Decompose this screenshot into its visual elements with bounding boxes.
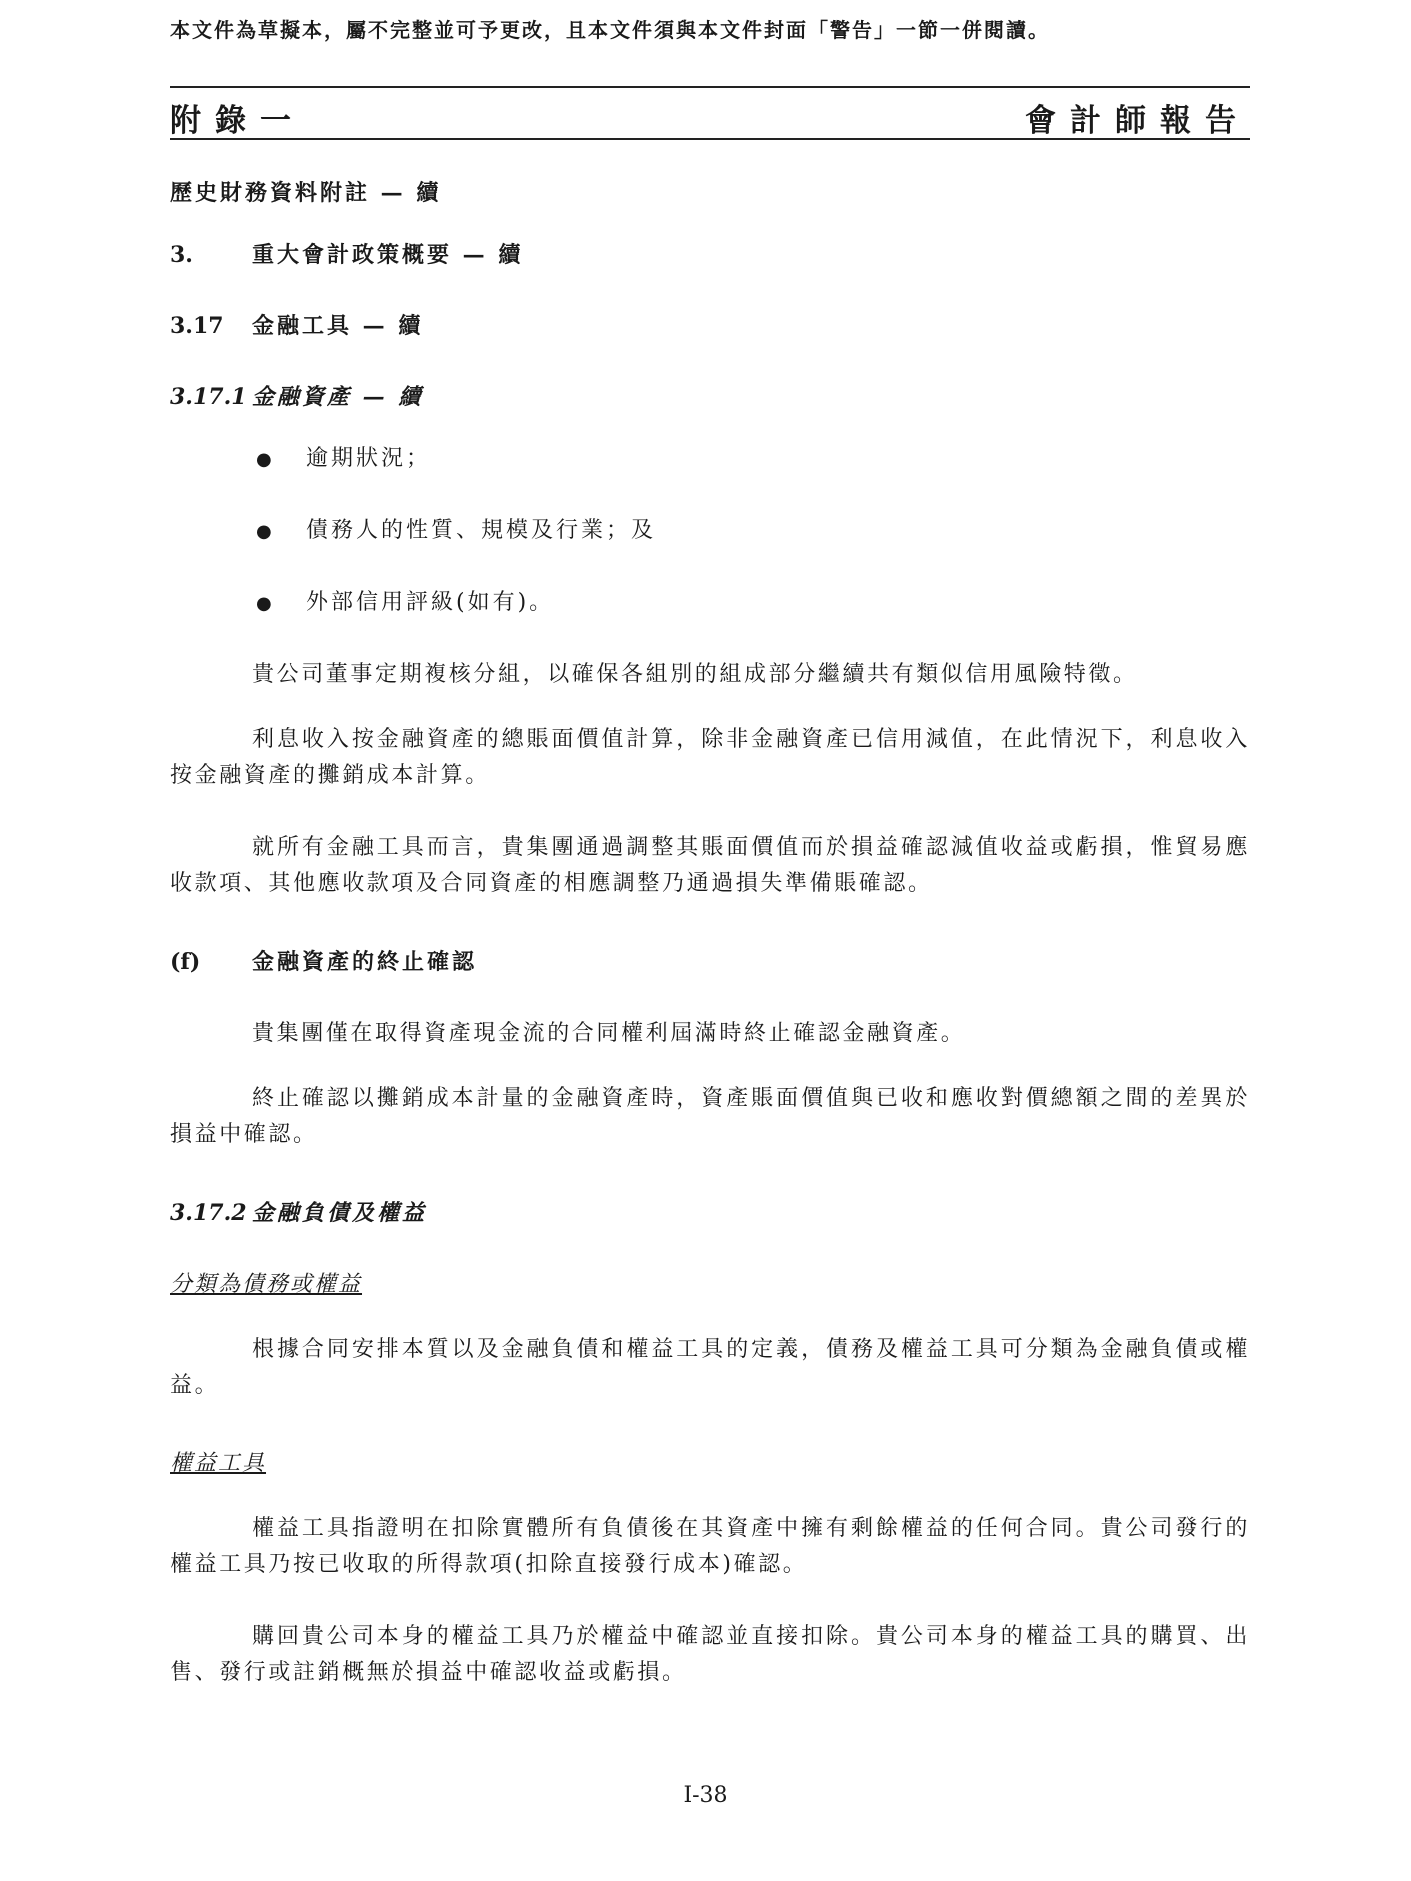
paragraph-7: 權益工具指證明在扣除實體所有負債後在其資產中擁有剩餘權益的任何合同。貴公司發行的權益工具乃按已收取的所得款項(扣除直接發行成本)確認。 <box>170 1516 1250 1577</box>
heading-3 <box>170 238 1250 269</box>
subheading-equity-instruments: 權益工具 <box>170 1451 267 1476</box>
bullet-dot-icon: ● <box>256 449 275 470</box>
paragraph-6: 根據合同安排本質以及金融負債和權益工具的定義，債務及權益工具可分類為金融負債或權益。 <box>170 1337 1250 1398</box>
bullet-item: ● 逾期狀況； <box>256 446 432 471</box>
draft-warning: 本文件為草擬本，屬不完整並可予更改，且本文件須與本文件封面「警告」一節一併閱讀。 <box>170 18 1050 42</box>
paragraph-5: 終止確認以攤銷成本計量的金融資產時，資產賬面價值與已收和應收對價總額之間的差異於損益中確認。 <box>170 1086 1250 1147</box>
heading-3-number: 3. <box>170 242 193 268</box>
heading-3-17-1-text: 金融資產 — 續 <box>252 384 424 410</box>
bullet-item: ● 外部信用評級(如有)。 <box>256 590 555 615</box>
heading-f-text: 金融資產的終止確認 <box>252 949 478 975</box>
report-label: 會計師報告 <box>1025 103 1250 139</box>
paragraph-3: 就所有金融工具而言，貴集團通過調整其賬面價值而於損益確認減值收益或虧損，惟貿易應收款項、其他應收款項及合同資產的相應調整乃通過損失準備賬確認。 <box>170 835 1250 896</box>
heading-3-17-text: 金融工具 — 續 <box>252 313 424 339</box>
bullet-dot-icon: ● <box>256 521 275 542</box>
heading-f <box>170 945 1250 976</box>
paragraph-1: 貴公司董事定期複核分組，以確保各組別的組成部分繼續共有類似信用風險特徵。 <box>252 662 1138 687</box>
heading-3-17-number: 3.17 <box>170 313 224 339</box>
bullet-dot-icon: ● <box>256 593 275 614</box>
section-title: 歷史財務資料附註 — 續 <box>170 180 442 206</box>
page-number: I-38 <box>683 1783 728 1808</box>
paragraph-2: 利息收入按金融資產的總賬面價值計算，除非金融資產已信用減值，在此情況下，利息收入按金融資產的攤銷成本計算。 <box>170 727 1250 788</box>
bullet-item: ● 債務人的性質、規模及行業；及 <box>256 518 657 543</box>
heading-3-17-2 <box>170 1196 1250 1227</box>
heading-3-17-2-number: 3.17.2 <box>170 1200 247 1226</box>
heading-3-17-2-text: 金融負債及權益 <box>252 1200 428 1226</box>
heading-3-17-1-number: 3.17.1 <box>170 384 247 410</box>
header-rule-bottom <box>170 138 1250 140</box>
paragraph-8: 購回貴公司本身的權益工具乃於權益中確認並直接扣除。貴公司本身的權益工具的購買、出售、發行或註銷概無於損益中確認收益或虧損。 <box>170 1624 1250 1685</box>
subheading-classification: 分類為債務或權益 <box>170 1272 363 1297</box>
heading-3-17 <box>170 309 1250 340</box>
header-rule-top <box>170 86 1250 88</box>
paragraph-4: 貴集團僅在取得資產現金流的合同權利屆滿時終止確認金融資產。 <box>252 1021 966 1046</box>
heading-f-number: (f) <box>170 949 201 975</box>
appendix-label: 附錄一 <box>170 103 305 139</box>
heading-3-text: 重大會計政策概要 — 續 <box>252 242 524 268</box>
heading-3-17-1 <box>170 380 1250 411</box>
